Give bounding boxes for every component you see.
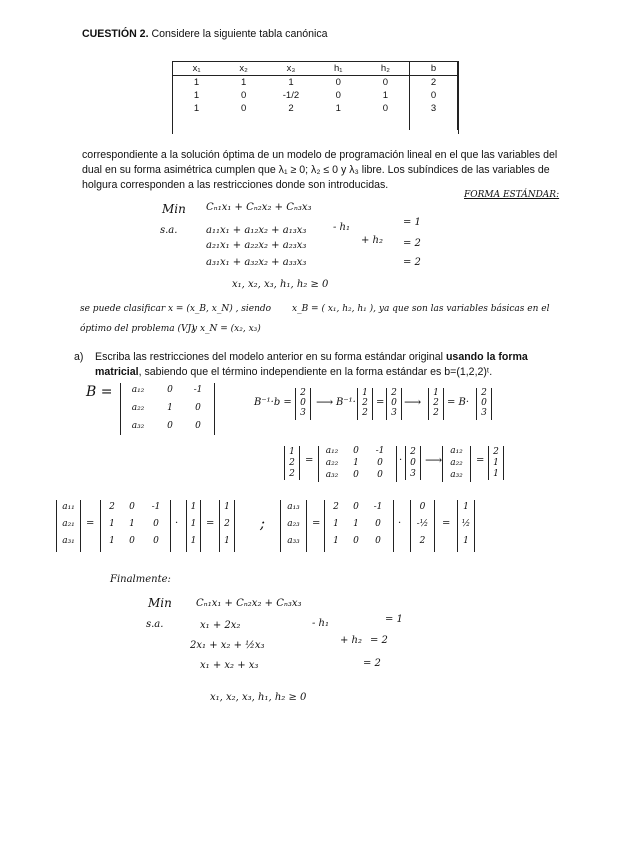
- table-cell: 0: [241, 90, 247, 101]
- vector-cell: 0: [410, 458, 416, 468]
- table-cell: -1/2: [282, 90, 300, 101]
- matrix-cell: 0: [153, 519, 159, 529]
- vector-cell: ½: [461, 519, 471, 529]
- matrix-cell: -1: [375, 446, 385, 456]
- matrix-cell: 0: [353, 446, 359, 456]
- constraint-3-rhs: = 2: [403, 257, 421, 268]
- matrix-cell: 1: [333, 536, 339, 546]
- vector-cell: 2: [493, 447, 499, 457]
- table-cell: 0: [409, 89, 457, 102]
- vector-cell: 2: [410, 447, 416, 457]
- table-cell: 0: [335, 77, 341, 88]
- table-cell: 1: [193, 103, 200, 114]
- arrow-icon: ⟶: [425, 453, 443, 467]
- vector-cell: 1: [463, 502, 469, 512]
- semicolon: ;: [260, 514, 266, 532]
- min-label: Min: [162, 202, 186, 216]
- equals-sign: =: [376, 397, 385, 408]
- vector-bar: [234, 500, 235, 552]
- note-line-2b: y x_N = (x₂, x₃): [192, 324, 261, 334]
- vector-cell: 2: [362, 408, 368, 418]
- vector-cell: 1: [433, 388, 439, 398]
- vector-cell: 2: [391, 388, 397, 398]
- vector-cell: 2: [289, 458, 295, 468]
- table-cell: 2: [409, 76, 457, 90]
- matrix-cell: a₂₂: [325, 458, 339, 468]
- part-a-bold: usando la forma: [445, 351, 528, 363]
- b-matrix-right-bar: [214, 383, 215, 435]
- final-constraint-1-rhs: = 1: [385, 614, 403, 625]
- vector-bar: [420, 446, 421, 480]
- table-row: [173, 76, 458, 90]
- equals-sign: =: [305, 455, 314, 466]
- table-header: b: [409, 62, 457, 76]
- table-cell: 0: [382, 103, 389, 114]
- table-header-row: [173, 62, 458, 76]
- table-cell: 0: [241, 103, 247, 114]
- b-matrix-label: B =: [86, 384, 113, 400]
- vector-cell: a₁₃: [287, 502, 300, 512]
- vector-bar: [474, 500, 475, 552]
- final-constraint-1-slack: - h₁: [312, 618, 330, 629]
- constraint-2-rhs: = 2: [403, 238, 421, 249]
- vector-bar: [443, 388, 444, 420]
- matrix-cell: 0: [167, 421, 173, 431]
- final-objective: Cₙ₁x₁ + Cₙ₂x₂ + Cₙ₃x₃: [196, 598, 302, 609]
- paragraph-line: holgura corresponden a las restricciones donde son introducidas.: [82, 179, 389, 191]
- final-constraint-2-slack: + h₂: [340, 635, 363, 646]
- binv-b-label: B⁻¹·b =: [254, 397, 292, 408]
- vector-cell: 0: [300, 398, 306, 408]
- vector-bar: [401, 388, 402, 420]
- vector-cell: 2: [289, 469, 295, 479]
- matrix-bar: [393, 500, 394, 552]
- matrix-cell: 0: [353, 470, 359, 480]
- equals-sign: =: [86, 518, 95, 529]
- table-row: [173, 89, 458, 102]
- vector-cell: a₃₂: [450, 470, 463, 480]
- matrix-cell: 1: [129, 519, 135, 529]
- vector-bar: [470, 446, 471, 482]
- matrix-cell: 0: [195, 403, 201, 413]
- vector-cell: 2: [224, 519, 230, 529]
- question-text: Considere la siguiente tabla canónica: [151, 28, 328, 40]
- sa-label: s.a.: [160, 225, 178, 236]
- matrix-bar: [170, 500, 171, 552]
- table-blank-row: [173, 115, 458, 130]
- vector-cell: 3: [481, 408, 487, 418]
- vector-bar: [503, 446, 504, 480]
- note-line-1a: se puede clasificar x = (x_B, x_N) , siendo: [80, 304, 272, 314]
- table-cell: 0: [335, 90, 341, 101]
- matrix-cell: 0: [129, 502, 135, 512]
- vector-cell: 2: [362, 398, 368, 408]
- vector-cell: 1: [289, 447, 295, 457]
- matrix-cell: 2: [109, 502, 115, 512]
- forma-estandar-label: FORMA ESTÁNDAR:: [464, 190, 560, 200]
- vector-cell: 3: [410, 469, 416, 479]
- matrix-cell: a₃₂: [131, 421, 145, 431]
- equals-sign: =: [476, 455, 485, 466]
- vector-bar: [80, 500, 81, 552]
- matrix-cell: 1: [167, 403, 173, 413]
- table-cell: 1: [193, 77, 200, 88]
- matrix-cell: 0: [353, 502, 359, 512]
- final-constraint-2-rhs: = 2: [370, 635, 388, 646]
- part-a-text-2: , sabiendo que el término independiente en la forma estándar es b=(1,2,2)ᵗ.: [138, 366, 493, 378]
- table-row: [173, 102, 458, 115]
- vector-cell: 1: [190, 536, 197, 546]
- problem-paragraph: [82, 148, 582, 193]
- matrix-cell: 1: [109, 536, 115, 546]
- vector-bar: [372, 388, 373, 420]
- vector-bar: [299, 446, 300, 480]
- part-a-marker: a): [74, 351, 84, 363]
- b-matrix-left-bar: [120, 383, 121, 435]
- arrow-icon: ⟶: [316, 395, 334, 409]
- question-heading: [82, 27, 328, 42]
- vector-cell: 3: [300, 408, 306, 418]
- dot-operator: ·: [398, 518, 402, 529]
- nonnegativity: x₁, x₂, x₃, h₁, h₂ ≥ 0: [232, 279, 329, 290]
- canonical-table: [173, 62, 458, 130]
- part-a-text: Escriba las restricciones del modelo anterior en su forma estándar original: [95, 351, 446, 363]
- arrow-icon: ⟶: [404, 395, 422, 409]
- matrix-cell: 2: [333, 502, 339, 512]
- vector-cell: 3: [391, 408, 397, 418]
- final-constraint-3: x₁ + x₂ + x₃: [200, 660, 259, 671]
- vector-cell: 2: [419, 536, 426, 546]
- vector-bar: [200, 500, 201, 552]
- objective-function: Cₙ₁x₁ + Cₙ₂x₂ + Cₙ₃x₃: [206, 202, 312, 213]
- matrix-cell: a₁₂: [325, 446, 339, 456]
- final-constraint-2: 2x₁ + x₂ + ½x₃: [190, 640, 265, 651]
- final-constraint-3-rhs: = 2: [363, 658, 381, 669]
- table-header: h₁: [315, 62, 362, 76]
- note-line-2a: óptimo del problema (VJ): [80, 324, 195, 334]
- matrix-cell: 1: [353, 458, 359, 468]
- matrix-bar: [396, 446, 397, 482]
- constraint-2: a₂₁x₁ + a₂₂x₂ + a₂₃x₃: [206, 240, 307, 251]
- equals-sign: =: [206, 518, 215, 529]
- table-cell: 0: [382, 77, 389, 88]
- vector-cell: 1: [224, 536, 230, 546]
- matrix-cell: 0: [153, 536, 159, 546]
- vector-bar: [434, 500, 435, 552]
- final-sa-label: s.a.: [146, 619, 164, 630]
- dot-operator: ·: [399, 455, 403, 466]
- matrix-cell: a₂₂: [131, 403, 145, 413]
- vector-cell: a₁₂: [450, 446, 463, 456]
- vector-bar: [310, 388, 311, 420]
- part-a-bold-2: matricial: [95, 366, 139, 378]
- vector-bar: [306, 500, 307, 552]
- vector-cell: 2: [300, 388, 306, 398]
- matrix-cell: 0: [375, 536, 381, 546]
- vector-cell: a₁₁: [62, 502, 75, 512]
- vector-cell: a₃₃: [287, 536, 300, 546]
- vector-cell: 1: [493, 458, 499, 468]
- matrix-cell: -1: [151, 502, 161, 512]
- vector-cell: a₂₂: [450, 458, 463, 468]
- matrix-cell: 0: [129, 536, 135, 546]
- matrix-cell: 0: [375, 519, 381, 529]
- final-min-label: Min: [148, 596, 172, 610]
- matrix-cell: a₁₂: [131, 385, 145, 395]
- vector-cell: 1: [190, 519, 197, 529]
- matrix-cell: 0: [167, 385, 173, 395]
- matrix-bar: [324, 500, 325, 552]
- vector-cell: 0: [391, 398, 397, 408]
- canonical-table-frame: [172, 61, 459, 134]
- vector-cell: 1: [190, 502, 197, 512]
- vector-cell: 1: [493, 469, 499, 479]
- matrix-cell: 1: [333, 519, 339, 529]
- constraint-1: a₁₁x₁ + a₁₂x₂ + a₁₃x₃: [206, 225, 307, 236]
- table-cell: 2: [288, 103, 294, 114]
- dot-operator: ·: [175, 518, 179, 529]
- table-header: x₁: [173, 62, 220, 76]
- b-dot-label: = B·: [447, 397, 470, 408]
- constraint-2-slack: + h₂: [361, 235, 384, 246]
- table-cell: 1: [335, 103, 341, 114]
- vector-cell: 2: [433, 398, 439, 408]
- note-line-1b: x_B = ( x₁, h₂, h₁ ), ya que son las variables básicas en el: [292, 304, 550, 314]
- matrix-cell: -1: [193, 385, 203, 395]
- table-cell: 1: [241, 77, 247, 88]
- final-constraint-1: x₁ + 2x₂: [200, 620, 241, 631]
- vector-cell: a₂₁: [62, 519, 75, 529]
- vector-cell: a₃₁: [62, 536, 75, 546]
- matrix-cell: 0: [195, 421, 201, 431]
- part-a-statement: [95, 350, 585, 380]
- constraint-3: a₃₁x₁ + a₃₂x₂ + a₃₃x₃: [206, 257, 307, 268]
- table-header: x₂: [220, 62, 267, 76]
- vector-cell: -½: [416, 519, 429, 529]
- equals-sign: =: [442, 518, 451, 529]
- paragraph-line: dual en su forma asimétrica cumplen que λ₁ ≥ 0; λ₂ ≤ 0 y λ₃ libre. Los subíndices de las variables de: [82, 164, 550, 176]
- matrix-cell: -1: [373, 502, 383, 512]
- table-header: x₃: [267, 62, 314, 76]
- vector-cell: 0: [481, 398, 487, 408]
- question-label: CUESTIÓN 2.: [82, 28, 149, 40]
- vector-cell: 0: [419, 502, 426, 512]
- constraint-1-rhs: = 1: [403, 217, 421, 228]
- matrix-cell: 0: [377, 458, 383, 468]
- table-cell: 1: [382, 90, 389, 101]
- final-title: Finalmente:: [110, 574, 171, 585]
- matrix-cell: 0: [353, 536, 359, 546]
- matrix-bar: [100, 500, 101, 552]
- table-header: h₂: [362, 62, 410, 76]
- vector-cell: 2: [433, 408, 439, 418]
- vector-cell: 2: [481, 388, 487, 398]
- table-cell: 3: [409, 102, 457, 115]
- equals-sign: =: [312, 518, 321, 529]
- final-nonnegativity: x₁, x₂, x₃, h₁, h₂ ≥ 0: [210, 692, 307, 703]
- binv-label: B⁻¹·: [336, 397, 356, 408]
- matrix-cell: 1: [109, 519, 115, 529]
- vector-cell: 1: [362, 388, 368, 398]
- table-cell: 1: [193, 90, 200, 101]
- vector-cell: 1: [463, 536, 469, 546]
- matrix-cell: a₃₂: [325, 470, 339, 480]
- matrix-bar: [318, 446, 319, 482]
- vector-bar: [491, 388, 492, 420]
- vector-cell: 1: [224, 502, 230, 512]
- matrix-cell: 1: [353, 519, 359, 529]
- vector-cell: a₂₃: [287, 519, 300, 529]
- table-cell: 1: [288, 77, 294, 88]
- constraint-1-slack: - h₁: [333, 222, 351, 233]
- paragraph-line: correspondiente a la solución óptima de un modelo de programación lineal en el que las variables del: [82, 149, 558, 161]
- matrix-cell: 0: [377, 470, 383, 480]
